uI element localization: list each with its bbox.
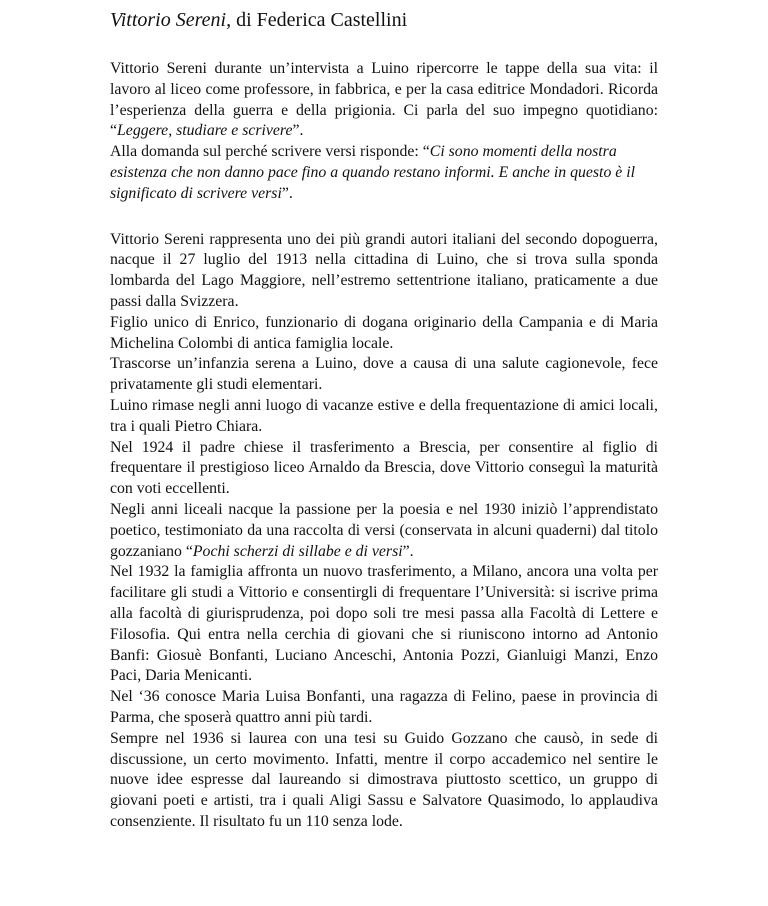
- document-page: [110, 0, 658, 833]
- paragraph: [110, 438, 658, 500]
- paragraph-text: Sempre nel 1936 si laurea con una tesi su Guido Gozzano che causò, in sede di discussione, un certo movimento. Infatti, mentre il corpo accademico nel sentire le nuove idee espresse dal laureando si dimostrava piuttosto scettico, un gruppo di giovani poeti e artisti, tra i quali Aligi Sassu e Salvatore Quasimodo, lo applaudiva consenziente. Il risultato fu un 110 senza lode.: [110, 729, 658, 830]
- paragraph-text: Negli anni liceali nacque la passione per la poesia e nel 1930 iniziò l’apprendistato poetico, testimoniato da una raccolta di versi (conservata in alcuni quaderni) dal titolo gozzaniano “: [110, 500, 658, 560]
- paragraph: [110, 142, 658, 204]
- paragraph: [110, 687, 658, 729]
- paragraph: [110, 59, 658, 142]
- page-title: [110, 7, 658, 33]
- paragraph-text: Nel 1932 la famiglia affronta un nuovo trasferimento, a Milano, ancora una volta per facilitare gli studi a Vittorio e consentirgli di frequentare l’Università: si iscrive prima alla facoltà di giurisprudenza, poi dopo soli tre mesi passa alla Facoltà di Lettere e Filosofia. Qui entra nella cerchia di giovani che si riuniscono intorno ad Antonio Banfi: Giosuè Bonfanti, Luciano Anceschi, Antonia Pozzi, Gianluigi Manzi, Enzo Paci, Daria Menicanti.: [110, 563, 658, 685]
- paragraph: [110, 729, 658, 833]
- paragraph-text: Nel ‘36 conosce Maria Luisa Bonfanti, una ragazza di Felino, paese in provincia di Parma, che sposerà quattro anni più tardi.: [110, 688, 658, 726]
- paragraph-text: ”.: [402, 542, 414, 560]
- title-name: Vittorio Sereni,: [110, 9, 232, 31]
- intro-section: [110, 59, 658, 205]
- biography-section: [110, 230, 658, 833]
- paragraph-text: Luino rimase negli anni luogo di vacanze estive e della frequentazione di amici locali, tra i quali Pietro Chiara.: [110, 396, 658, 435]
- paragraph-text: ”.: [281, 184, 293, 202]
- paragraph: [110, 396, 658, 438]
- paragraph: [110, 562, 658, 687]
- paragraph: [110, 313, 658, 355]
- paragraph-text: Vittorio Sereni rappresenta uno dei più grandi autori italiani del secondo dopoguerra, nacque il 27 luglio del 1913 nella cittadina di Luino, che si trova sulla sponda lombarda del Lago Maggiore, nell’estremo settentrione italiano, praticamente a due passi dalla Svizzera.: [110, 230, 658, 310]
- paragraph: [110, 354, 658, 396]
- paragraph-text: Nel 1924 il padre chiese il trasferimento a Brescia, per consentire al figlio di frequentare il prestigioso liceo Arnaldo da Brescia, dove Vittorio conseguì la maturità con voti eccellenti.: [110, 438, 658, 498]
- quoted-text: Ci sono momenti della nostra esistenza che non danno pace fino a quando restano informi. E anche in questo è il significato di scrivere versi: [110, 143, 636, 202]
- paragraph-text: Alla domanda sul perché scrivere versi risponde: “: [110, 143, 430, 161]
- paragraph-text: Figlio unico di Enrico, funzionario di dogana originario della Campania e di Maria Michelina Colombi di antica famiglia locale.: [110, 313, 658, 352]
- paragraph-text: ”.: [292, 122, 304, 140]
- paragraph-text: Vittorio Sereni durante un’intervista a Luino ripercorre le tappe della sua vita: il lavoro al liceo come professore, in fabbrica, e per la casa editrice Mondadori. Ricorda l’esperienza della guerra e della prigionia. Ci parla del suo impegno quotidiano: “: [110, 60, 658, 140]
- paragraph: [110, 230, 658, 313]
- paragraph-text: Trascorse un’infanzia serena a Luino, dove a causa di una salute cagionevole, fece privatamente gli studi elementari.: [110, 355, 658, 394]
- paragraph: [110, 500, 658, 562]
- title-author: di Federica Castellini: [231, 9, 408, 31]
- quoted-text: Pochi scherzi di sillabe e di versi: [192, 542, 403, 560]
- quoted-text: Leggere, studiare e scrivere: [117, 122, 293, 140]
